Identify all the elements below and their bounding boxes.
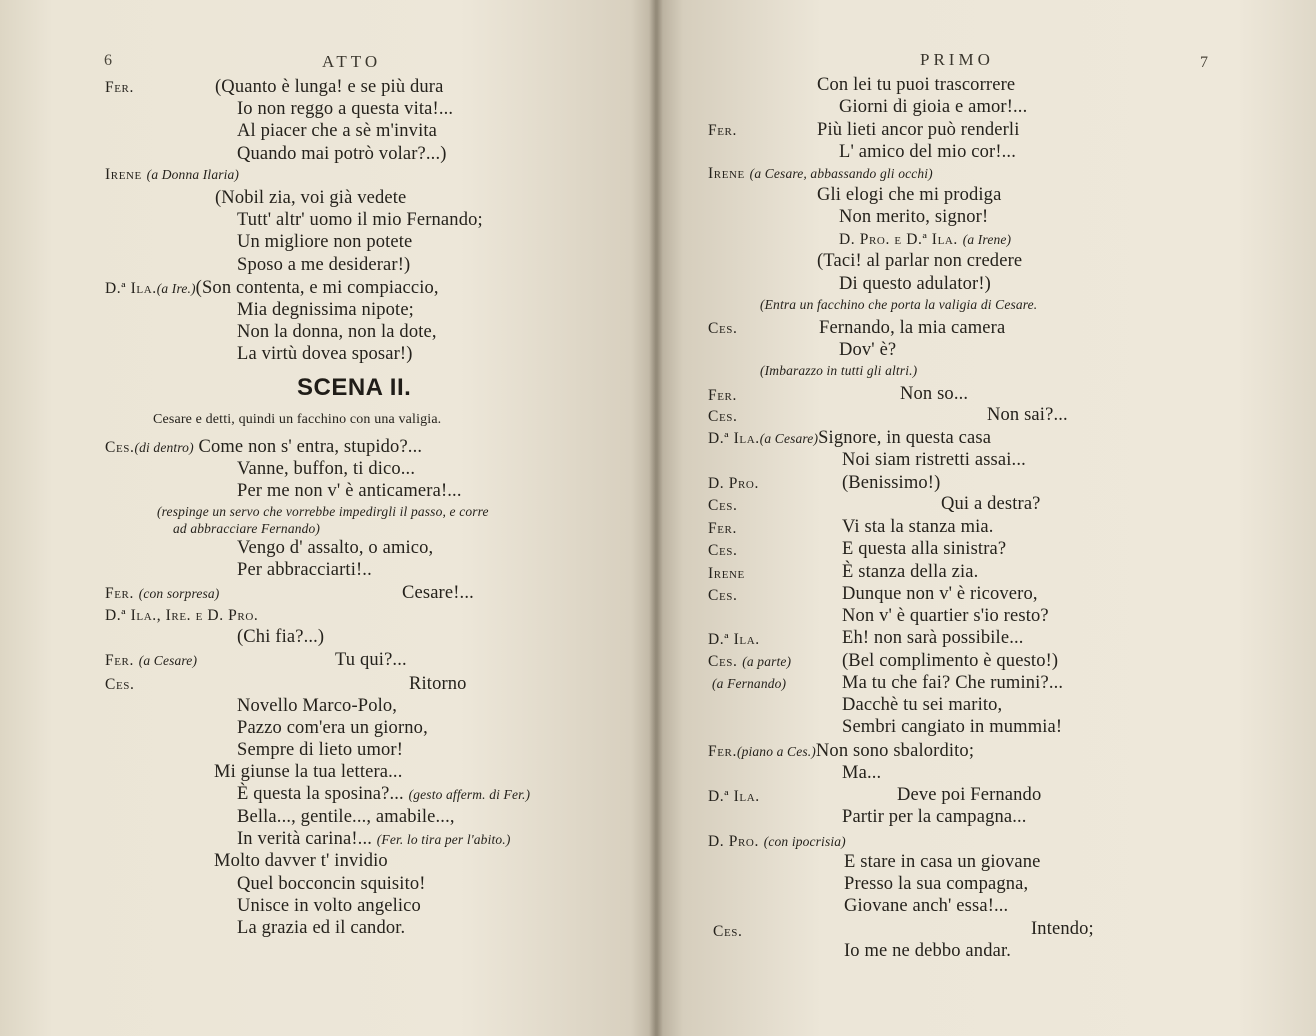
stage-direction: (Entra un facchino che porta la valigia di Cesare.: [760, 297, 1038, 312]
verse-line: E stare in casa un giovane: [844, 852, 1041, 872]
verse-text: (Son contenta, e mi compiaccio,: [195, 278, 439, 298]
speech-line: [105, 163, 239, 186]
verse-line: Presso la sua compagna,: [844, 874, 1029, 894]
stage-direction: (a Fernando): [712, 676, 787, 691]
speech-line: [708, 830, 846, 853]
stage-direction: (a Ire.): [156, 281, 196, 296]
verse-line: Non merito, signor!: [839, 207, 989, 227]
verse-line: Per abbracciarti!..: [237, 560, 372, 580]
speaker: Ces.: [708, 653, 738, 670]
verse-line: Quel bocconcin squisito!: [237, 874, 426, 894]
speech-line: [237, 828, 510, 851]
verse-line: Gli elogi che mi prodiga: [817, 185, 1002, 205]
speaker: Fer.: [708, 122, 737, 139]
verse-line: Ma...: [842, 763, 882, 783]
speech-line: [708, 740, 974, 763]
speech-line: [708, 162, 933, 185]
speech-line: [839, 228, 1011, 251]
book-gutter: [649, 0, 663, 1036]
speaker: Fer.: [105, 652, 134, 669]
speaker: Ces.: [105, 439, 135, 456]
verse-line: Più lieti ancor può renderli: [817, 120, 1020, 140]
running-header: ATTO: [322, 52, 382, 71]
speech-line: [713, 920, 742, 943]
verse-line: Noi siam ristretti assai...: [842, 450, 1026, 470]
speaker: Ces.: [708, 408, 738, 425]
speaker: D.ª Ila.: [708, 788, 760, 805]
stage-direction: (a parte): [742, 654, 792, 669]
speaker: Fer.: [708, 743, 737, 760]
verse-line: Sposo a me desiderar!): [237, 255, 411, 275]
speech-line: [237, 783, 530, 806]
speaker: Ces.: [708, 542, 738, 559]
verse-line: Non sai?...: [987, 405, 1068, 425]
speech-line: [105, 76, 134, 99]
stage-direction: (gesto afferm. di Fer.): [408, 787, 531, 802]
speaker: D.ª Ila.: [708, 631, 760, 648]
speech-line: [105, 277, 439, 300]
verse-line: Unisce in volto angelico: [237, 896, 421, 916]
verse-line: Ritorno: [409, 674, 467, 694]
speaker: D.ª Ila.: [105, 280, 157, 297]
speech-line: [708, 539, 737, 562]
left-page: [0, 0, 657, 1036]
speech-line: [708, 317, 737, 340]
verse-line: Dunque non v' è ricovero,: [842, 584, 1038, 604]
verse-line: Cesare!...: [402, 583, 474, 603]
verse-line: Bella..., gentile..., amabile...,: [237, 807, 455, 827]
verse-line: È stanza della zia.: [842, 562, 979, 582]
speech-line: [105, 604, 258, 627]
verse-line: Intendo;: [1031, 919, 1094, 939]
stage-direction: (piano a Ces.): [736, 744, 816, 759]
speech-line: [708, 494, 737, 517]
verse-line: Novello Marco-Polo,: [237, 696, 398, 716]
verse-line: (Chi fia?...): [237, 627, 325, 647]
verse-line: Con lei tu puoi trascorrere: [817, 75, 1016, 95]
speech-line: [105, 436, 422, 459]
verse-line: (Taci! al parlar non credere: [817, 251, 1023, 271]
verse-line: Io non reggo a questa vita!...: [237, 99, 454, 119]
verse-line: Quando mai potrò volar?...): [237, 144, 447, 164]
verse-text: In verità carina!...: [237, 829, 372, 849]
speaker: Ces.: [708, 587, 738, 604]
verse-line: (Nobil zia, voi già vedete: [215, 188, 407, 208]
scene-title: SCENA II.: [297, 374, 412, 401]
verse-line: Giovane anch' essa!...: [844, 896, 1009, 916]
verse-line: Vanne, buffon, ti dico...: [237, 459, 416, 479]
stage-direction: ad abbracciare Fernando): [173, 521, 321, 536]
verse-line: Vengo d' assalto, o amico,: [237, 538, 434, 558]
verse-line: Giorni di gioia e amor!...: [839, 97, 1028, 117]
stage-direction: (a Cesare, abbassando gli occhi): [749, 166, 933, 181]
speech-line: [708, 119, 737, 142]
speaker: Irene: [708, 565, 745, 582]
speech-line: [708, 472, 759, 495]
speaker: D.ª Ila., Ire. e D. Pro.: [105, 607, 259, 624]
verse-line: L' amico del mio cor!...: [839, 142, 1016, 162]
verse-line: (Quanto è lunga! e se più dura: [215, 77, 444, 97]
verse-line: Non v' è quartier s'io resto?: [842, 606, 1049, 626]
speech-line: [105, 673, 134, 696]
cast-line: Cesare e detti, quindi un facchino con una valigia.: [153, 412, 442, 427]
speaker: Irene: [105, 166, 142, 183]
verse-line: (Bel complimento è questo!): [842, 651, 1059, 671]
verse-line: Mia degnissima nipote;: [237, 300, 414, 320]
speech-line: [708, 562, 745, 585]
speech-line: [708, 628, 760, 651]
speech-line: [105, 649, 197, 672]
speaker: Ces.: [105, 676, 135, 693]
verse-text: È questa la sposina?...: [237, 784, 404, 804]
verse-line: Fernando, la mia camera: [819, 318, 1006, 338]
stage-direction: (a Cesare): [138, 653, 198, 668]
stage-direction: (a Donna Ilaria): [146, 167, 240, 182]
speaker: D. Pro. e D.ª Ila.: [839, 231, 958, 248]
verse-line: Per me non v' è anticamera!...: [237, 481, 462, 501]
verse-line: Io me ne debbo andar.: [844, 941, 1012, 961]
running-header: PRIMO: [920, 50, 994, 69]
verse-line: Sempre di lieto umor!: [237, 740, 404, 760]
speaker: Ces.: [713, 923, 743, 940]
verse-line: Qui a destra?: [941, 494, 1041, 514]
page-number: 6: [104, 52, 112, 69]
speech-line: [105, 582, 219, 605]
verse-line: Ma tu che fai? Che rumini?...: [842, 673, 1064, 693]
speech-line: [708, 650, 791, 673]
speaker: Irene: [708, 165, 745, 182]
speaker: Fer.: [105, 585, 134, 602]
verse-line: Partir per la campagna...: [842, 807, 1027, 827]
verse-line: Dov' è?: [839, 340, 897, 360]
speaker: D. Pro.: [708, 475, 759, 492]
verse-line: Eh! non sarà possibile...: [842, 628, 1024, 648]
speaker: Fer.: [105, 79, 134, 96]
verse-line: Mi giunse la tua lettera...: [214, 762, 403, 782]
stage-direction: (Imbarazzo in tutti gli altri.): [760, 363, 918, 378]
speech-line: [708, 584, 737, 607]
verse-line: Sembri cangiato in mummia!: [842, 717, 1063, 737]
stage-direction: (con sorpresa): [138, 586, 220, 601]
speech-line: [708, 405, 737, 428]
verse-line: Di questo adulator!): [839, 274, 991, 294]
speaker: Ces.: [708, 497, 738, 514]
verse-line: Pazzo com'era un giorno,: [237, 718, 428, 738]
speaker: D. Pro.: [708, 833, 759, 850]
verse-line: E questa alla sinistra?: [842, 539, 1007, 559]
verse-line: Un migliore non potete: [237, 232, 413, 252]
stage-direction: (di dentro): [134, 440, 194, 455]
speaker: Fer.: [708, 387, 737, 404]
verse-line: Deve poi Fernando: [897, 785, 1042, 805]
verse-line: Non so...: [900, 384, 969, 404]
speech-line: [708, 517, 737, 540]
verse-line: Al piacer che a sè m'invita: [237, 121, 438, 141]
page-number: 7: [1200, 54, 1208, 71]
verse-line: La grazia ed il candor.: [237, 918, 406, 938]
stage-direction: (a Cesare): [759, 431, 819, 446]
verse-text: Signore, in questa casa: [818, 428, 992, 448]
verse-line: (Benissimo!): [842, 473, 941, 493]
verse-line: La virtù dovea sposar!): [237, 344, 413, 364]
verse-text: Come non s' entra, stupido?...: [198, 437, 423, 457]
speaker: Fer.: [708, 520, 737, 537]
verse-text: Non sono sbalordito;: [815, 741, 975, 761]
speech-line: [708, 427, 991, 450]
verse-line: Tu qui?...: [335, 650, 407, 670]
verse-line: Vi sta la stanza mia.: [842, 517, 994, 537]
right-page: [657, 0, 1316, 1036]
stage-direction: (a Irene): [962, 232, 1012, 247]
verse-line: Non la donna, non la dote,: [237, 322, 437, 342]
speech-line: [708, 785, 760, 808]
verse-line: Dacchè tu sei marito,: [842, 695, 1003, 715]
stage-direction: (respinge un servo che vorrebbe impedirgli il passo, e corre: [157, 504, 489, 519]
speaker: Ces.: [708, 320, 738, 337]
stage-direction: (con ipocrisia): [763, 834, 846, 849]
verse-line: Molto davver t' invidio: [214, 851, 388, 871]
verse-line: Tutt' altr' uomo il mio Fernando;: [237, 210, 483, 230]
speaker: D.ª Ila.: [708, 430, 760, 447]
stage-direction: (Fer. lo tira per l'abito.): [376, 832, 511, 847]
speech-line: [708, 384, 737, 407]
